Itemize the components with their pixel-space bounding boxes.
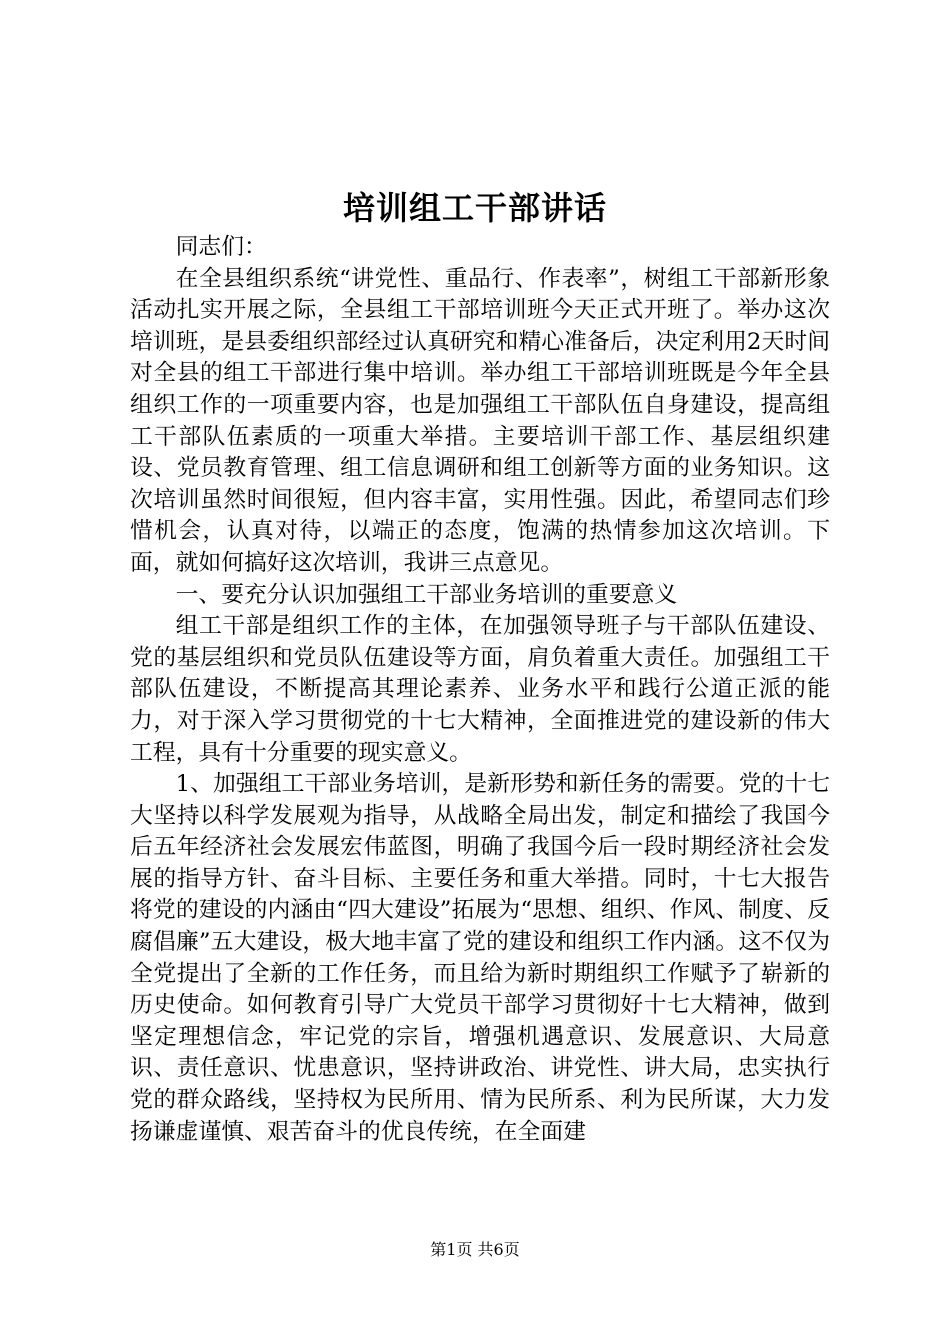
body-paragraph-section-1: 组工干部是组织工作的主体，在加强领导班子与干部队伍建设、党的基层组织和党员队伍建设等方面，肩负着重大责任。加强组工干部队伍建设，不断提高其理论素养、业务水平和践行公道正派的能力，对于深入学习贯彻党的十七大精神，全面推进党的建设新的伟大工程，具有十分重要的现实意义。 bbox=[130, 613, 830, 766]
body-paragraph-intro: 在全县组织系统“讲党性、重品行、作表率”，树组工干部新形象活动扎实开展之际，全县组工干部培训班今天正式开班了。举办这次培训班，是县委组织部经过认真研究和精心准备后，决定利用2天时间对全县的组工干部进行集中培训。举办组工干部培训班既是今年全县组织工作的一项重要内容，也是加强组工干部队伍自身建设，提高组工干部队伍素质的一项重大举措。主要培训干部工作、基层组织建设、党员教育管理、组工信息调研和组工创新等方面的业务知识。这次培训虽然时间很短，但内容丰富，实用性强。因此，希望同志们珍惜机会，认真对待，以端正的态度，饱满的热情参加这次培训。下面，就如何搞好这次培训，我讲三点意见。 bbox=[130, 265, 830, 576]
document-title: 培训组工干部讲话 bbox=[342, 189, 607, 227]
body-paragraph-point-1: 1、加强组工干部业务培训，是新形势和新任务的需要。党的十七大坚持以科学发展观为指导，从战略全局出发，制定和描绘了我国今后五年经济社会发展宏伟蓝图，明确了我国今后一段时期经济社会发展的指导方针、奋斗目标、主要任务和重大举措。同时，十七大报告将党的建设的内涵由“四大建设”拓展为“思想、组织、作风、制度、反腐倡廉”五大建设，极大地丰富了党的建设和组织工作内涵。这不仅为全党提出了全新的工作任务，而且给为新时期组织工作赋予了崭新的历史使命。如何教育引导广大党员干部学习贯彻好十七大精神，做到坚定理想信念，牢记党的宗旨，增强机遇意识、发展意识、大局意识、责任意识、忧患意识，坚持讲政治、讲党性、讲大局，忠实执行党的群众路线，坚持权为民所用、情为民所系、利为民所谋，大力发扬谦虚谨慎、艰苦奋斗的优良传统，在全面建 bbox=[130, 771, 830, 1145]
document-body bbox=[130, 232, 830, 1148]
page-footer: 第1页 共6页 bbox=[430, 1240, 520, 1259]
section-heading-1: 一、要充分认识加强组工干部业务培训的重要意义 bbox=[175, 581, 678, 608]
greeting-line: 同志们： bbox=[175, 234, 267, 260]
